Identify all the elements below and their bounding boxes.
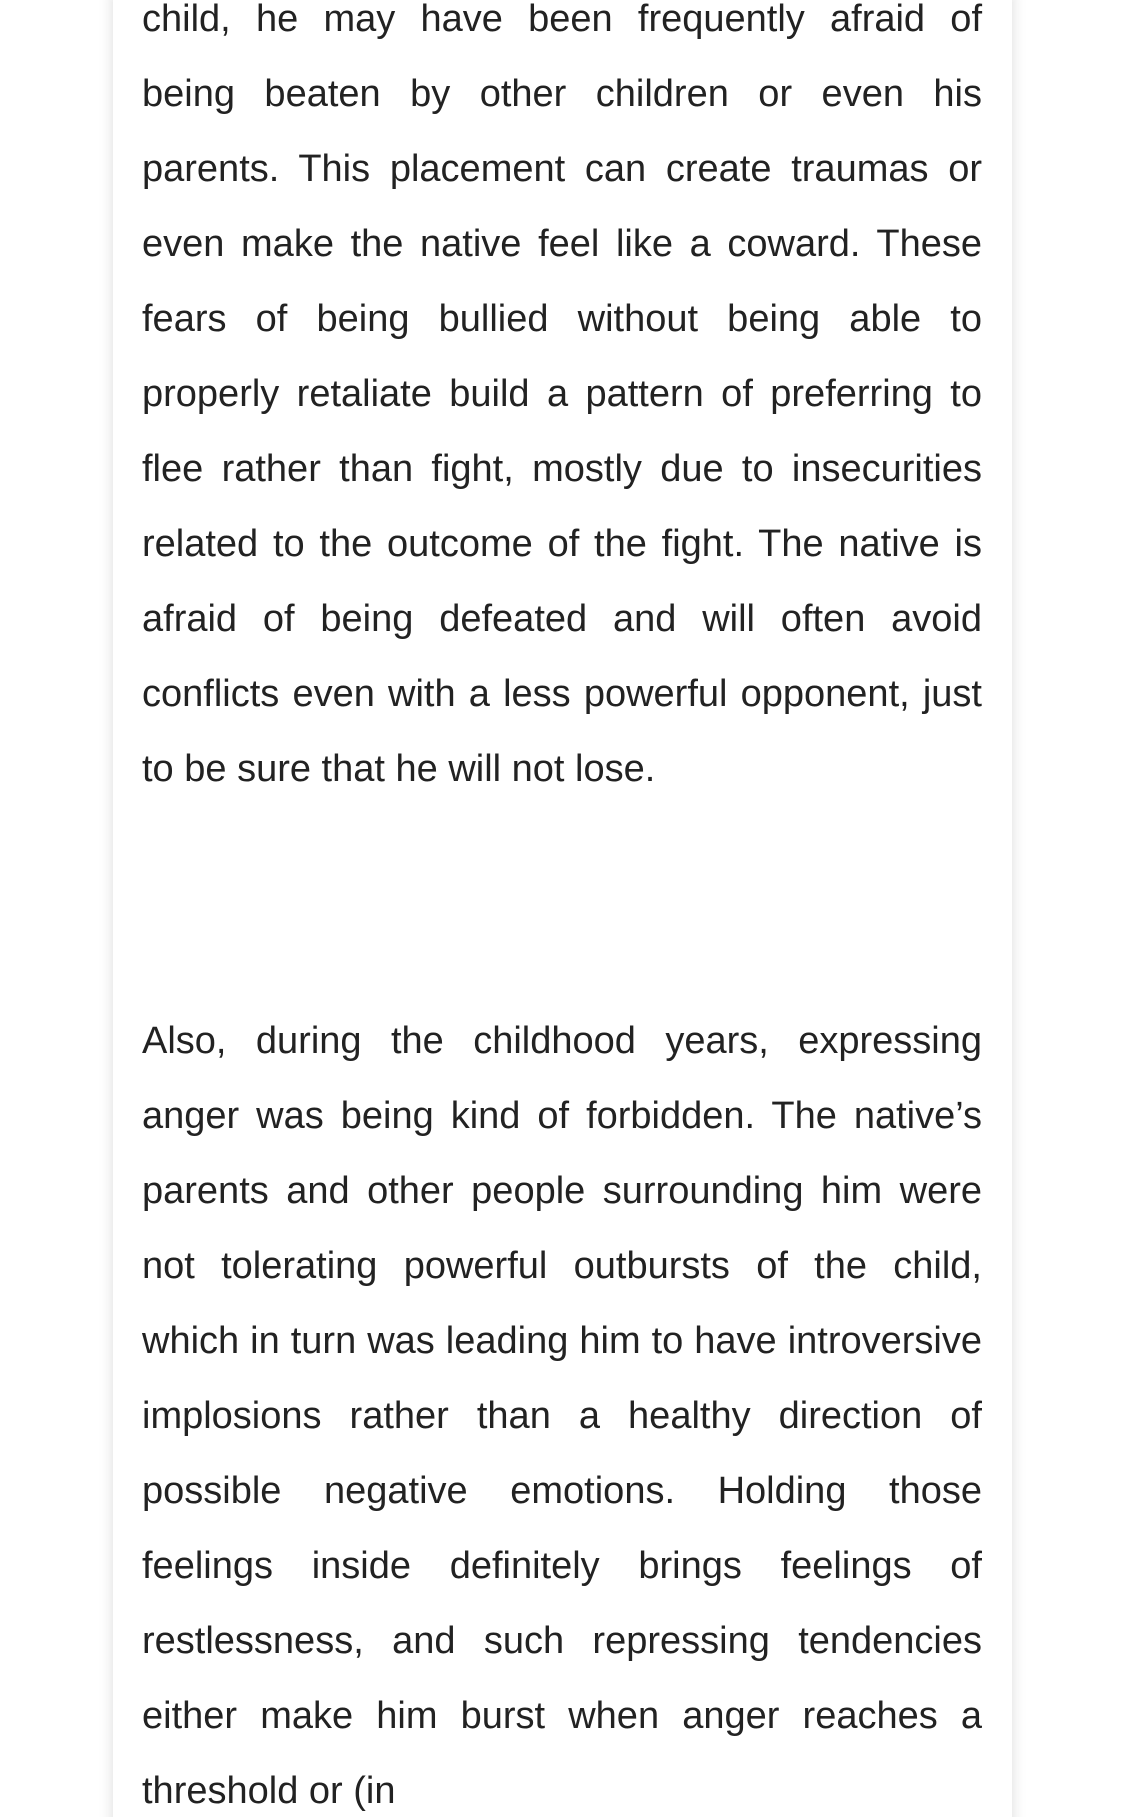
- article-paragraph-1: child, he may have been frequently afraid of being beaten by other children or even his parents. This placement can create traumas or even make the native feel like a coward. These fears of being bullied without being able to properly retaliate build a pattern of preferring to flee rather than fight, mostly due to insecurities related to the outcome of the fight. The native is afraid of being defeated and will often avoid conflicts even with a less powerful opponent, just to be sure that he will not lose.: [142, 0, 982, 790]
- article-paragraph-2: Also, during the childhood years, expressing anger was being kind of forbidden. The native’s parents and other people surrounding him were not tolerating powerful outbursts of the child, which in turn was leading him to have introversive implosions rather than a healthy direction of possible negative emotions. Holding those feelings inside definitely brings feelings of restlessness, and such repressing tendencies either make him burst when anger reaches a threshold or (in: [142, 1020, 982, 1812]
